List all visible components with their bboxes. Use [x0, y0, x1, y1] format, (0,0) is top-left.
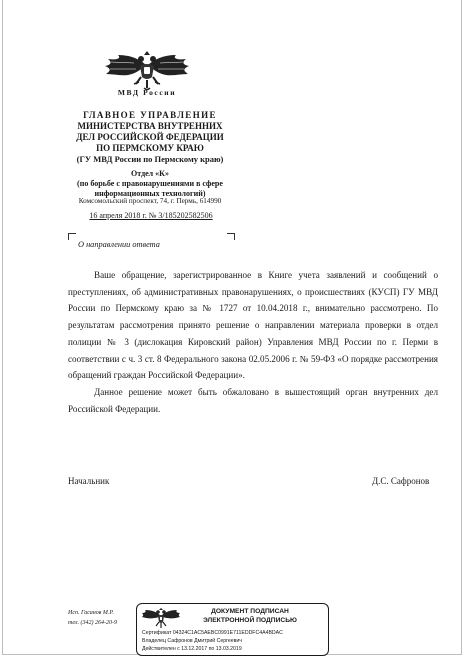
subject-bracket-right: [227, 233, 235, 240]
letter-body: [68, 267, 438, 417]
letter-subject: О направлении ответа: [78, 240, 160, 249]
header-line: МИНИСТЕРСТВА ВНУТРЕННИХ: [77, 121, 223, 131]
body-paragraph: Ваше обращение, зарегистрированное в Книге учета заявлений и сообщений о преступлениях, об административных правонарушениях, о происшествиях (КУСП) ГУ МВД России по Пермскому краю за № 1727 от 10.04.2018 г., внимательно рассмотрено. По результатам рассмотрения принято решение о направлении материала проверки в отдел полиции № 3 (дислокация Кировский район) Управления МВД России по г. Перми в соответствии с ч. 3 ст. 8 Федерального закона 02.05.2006 г. № 59-ФЗ «О порядке рассмотрения обращений граждан Российской Федерации».: [68, 270, 438, 381]
stamp-title: [175, 608, 325, 625]
department-description: (по борьбе с правонарушениями в сфере: [77, 179, 223, 188]
stamp-details: [142, 630, 327, 654]
department-description: информационных технологий): [94, 189, 206, 198]
certificate-owner: Владелец Сафронов Дмитрий Сергеевич: [142, 637, 243, 644]
department-name: Отдел «К»: [131, 169, 169, 178]
executor-phone: тел. (342) 264-20-9: [68, 620, 117, 626]
ministry-short-name: МВД России: [117, 88, 177, 97]
electronic-signature-stamp: [136, 603, 329, 656]
organization-address: Комсомольский проспект, 74, г. Пермь, 614990: [78, 197, 222, 205]
organization-header: [60, 110, 240, 199]
header-line: ПО ПЕРМСКОМУ КРАЮ: [96, 143, 204, 153]
header-line: (ГУ МВД России по Пермскому краю): [76, 154, 224, 164]
header-line: ДЕЛ РОССИЙСКОЙ ФЕДЕРАЦИИ: [76, 132, 224, 142]
signer-name: Д.С. Сафронов: [372, 476, 430, 486]
executor-name: Исп. Гасанов М.Р.: [68, 610, 114, 616]
stamp-title-line: ЭЛЕКТРОННОЙ ПОДПИСЬЮ: [203, 616, 297, 624]
header-line: ГЛАВНОЕ УПРАВЛЕНИЕ: [83, 110, 217, 120]
certificate-validity: Действителен с 13.12.2017 по 13.03.2019: [142, 645, 242, 652]
certificate-number: Сертификат 04324C1AC5AEBC0991E711EDDFC4A4BDAC: [142, 630, 283, 636]
subject-bracket-left: [68, 233, 76, 240]
registration-number: 16 апреля 2018 г. № 3/185202582506: [89, 211, 213, 220]
double-headed-eagle-emblem: [104, 50, 190, 92]
stamp-title-line: ДОКУМЕНТ ПОДПИСАН: [211, 608, 289, 615]
body-paragraph: Данное решение может быть обжаловано в вышестоящий орган внутренних дел Российской Федерации.: [68, 386, 438, 414]
signer-position: Начальник: [68, 476, 110, 486]
